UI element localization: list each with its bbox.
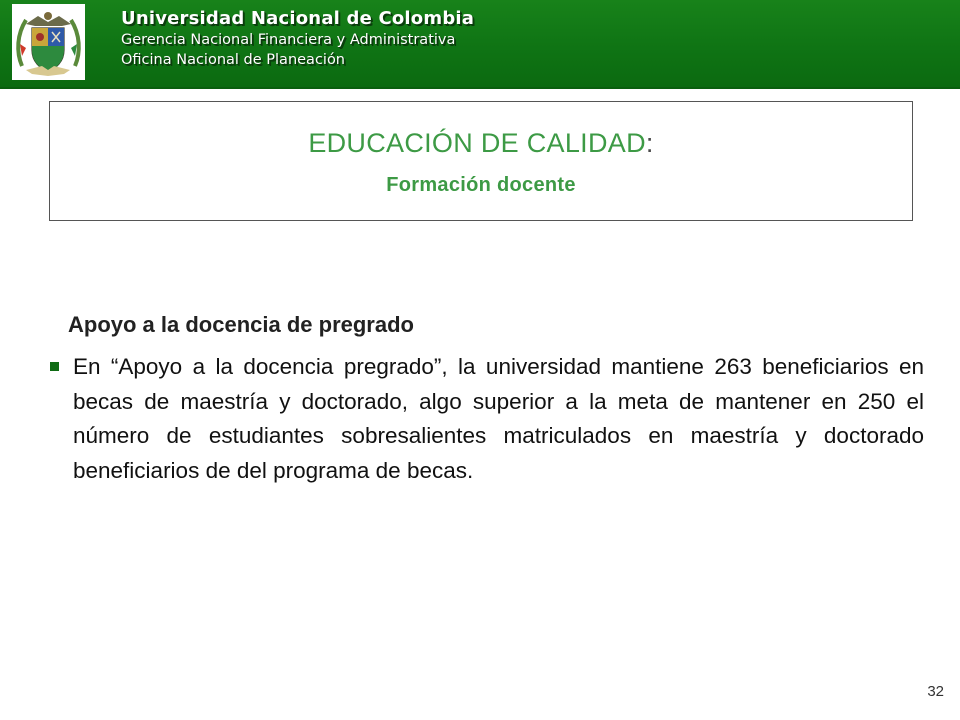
- institution-block: [121, 8, 474, 70]
- slide-subtitle: Formación docente: [386, 174, 576, 196]
- header-banner: [0, 0, 960, 87]
- logo-frame: [12, 4, 85, 80]
- slide-title-box: [49, 101, 913, 221]
- slide-title: [50, 128, 912, 159]
- institution-name: Universidad Nacional de Colombia: [121, 8, 475, 29]
- section-heading: Apoyo a la docencia de pregrado: [68, 312, 414, 337]
- bullet-list: [42, 350, 924, 488]
- bullet-text: En “Apoyo a la docencia pregrado”, la universidad mantiene 263 beneficiarios en becas de maestría y doctorado, algo superior a la meta de mantener en 250 el número de estudiantes sobresalientes matriculados en maestría y doctorado beneficiarios de del programa de becas.: [73, 354, 924, 483]
- page-number: 32: [927, 683, 944, 700]
- university-crest-icon: [12, 4, 85, 80]
- banner-divider: [0, 87, 960, 89]
- square-bullet-icon: [50, 362, 59, 371]
- institution-subtitle-2: Oficina Nacional de Planeación: [121, 52, 345, 68]
- bullet-item: [42, 350, 924, 488]
- slide-title-text: EDUCACIÓN DE CALIDAD: [308, 128, 646, 158]
- institution-subtitle-1: Gerencia Nacional Financiera y Administrativa: [121, 32, 456, 48]
- slide-title-colon: :: [645, 128, 654, 158]
